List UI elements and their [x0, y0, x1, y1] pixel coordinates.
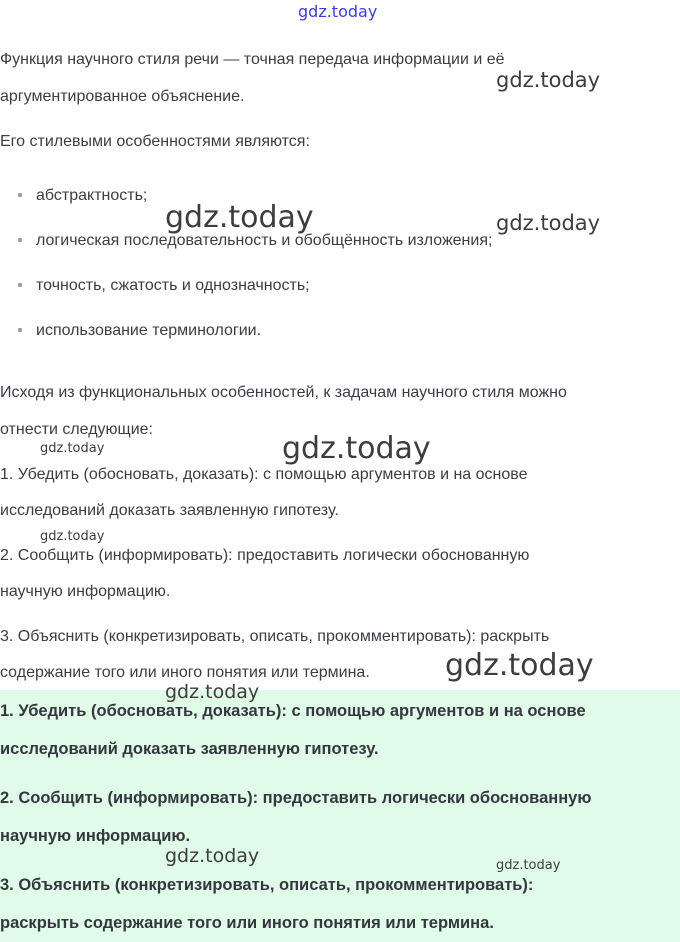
task-2-line-1: 2. Сообщить (информировать): предоставить логически обоснованную — [0, 547, 530, 564]
task-1-line-1: 1. Убедить (обосновать, доказать): с помощью аргументов и на основе — [0, 466, 528, 483]
watermark: gdz.today — [496, 211, 601, 235]
answer-3-line-2: раскрыть содержание того или иного понятия или термина. — [0, 914, 494, 932]
list-item: логическая последовательность и обобщённость изложения; — [18, 231, 492, 251]
watermark: gdz.today — [40, 529, 105, 544]
intro-line-2: аргументированное объяснение. — [0, 88, 245, 105]
task-3-line-2: содержание того или иного понятия или термина. — [0, 664, 370, 681]
watermark: gdz.today — [496, 858, 561, 873]
watermark: gdz.today — [165, 681, 260, 703]
answer-3-line-1: 3. Объяснить (конкретизировать, описать, прокомментировать): — [0, 876, 534, 894]
answer-1-line-2: исследований доказать заявленную гипотезу. — [0, 740, 379, 758]
answer-2-line-1: 2. Сообщить (информировать): предоставить логически обоснованную — [0, 789, 592, 807]
watermark: gdz.today — [445, 648, 594, 683]
bullet-icon — [18, 328, 22, 332]
tasks-intro-line-2: отнести следующие: — [0, 421, 153, 438]
task-1-line-2: исследований доказать заявленную гипотезу. — [0, 502, 339, 519]
features-heading: Его стилевыми особенностями являются: — [0, 133, 310, 150]
answer-1-line-1: 1. Убедить (обосновать, доказать): с помощью аргументов и на основе — [0, 702, 586, 720]
watermark: gdz.today — [282, 431, 431, 466]
header-watermark: gdz.today — [298, 2, 378, 21]
bullet-icon — [18, 283, 22, 287]
task-3-line-1: 3. Объяснить (конкретизировать, описать, прокомментировать): раскрыть — [0, 628, 550, 645]
bullet-icon — [18, 238, 22, 242]
list-item: точность, сжатость и однозначность; — [18, 276, 310, 296]
intro-line-1: Функция научного стиля речи — точная передача информации и её — [0, 51, 505, 68]
list-item: использование терминологии. — [18, 321, 261, 341]
watermark: gdz.today — [165, 200, 314, 235]
list-item: абстрактность; — [18, 186, 147, 206]
bullet-icon — [18, 193, 22, 197]
tasks-intro-line-1: Исходя из функциональных особенностей, к задачам научного стиля можно — [0, 384, 567, 401]
watermark: gdz.today — [496, 68, 601, 92]
watermark: gdz.today — [40, 441, 105, 456]
task-2-line-2: научную информацию. — [0, 583, 171, 600]
answer-2-line-2: научную информацию. — [0, 827, 191, 845]
watermark: gdz.today — [165, 845, 260, 867]
